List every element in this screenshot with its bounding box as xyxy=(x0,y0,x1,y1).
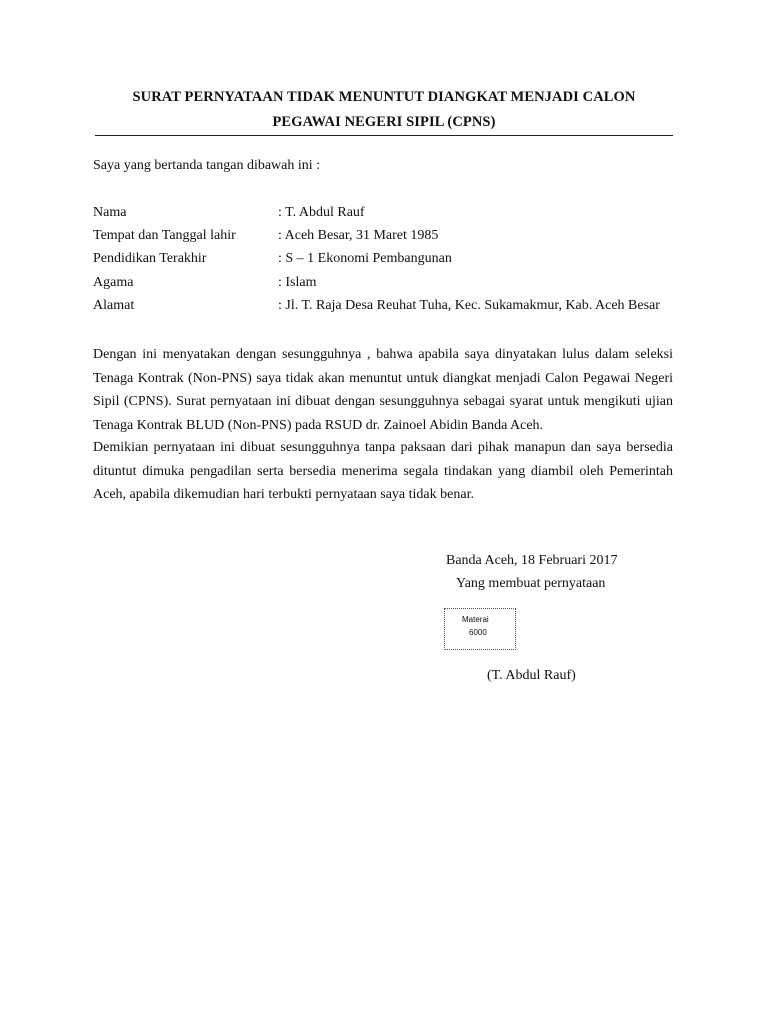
field-value-tempat-tanggal-lahir: : Aceh Besar, 31 Maret 1985 xyxy=(278,228,439,243)
field-label-tempat-tanggal-lahir: Tempat dan Tanggal lahir xyxy=(93,228,236,243)
title-underline xyxy=(95,135,673,136)
paragraph-line: Demikian pernyataan ini dibuat sesungguhnya tanpa paksaan dari pihak manapun dan saya bersedia xyxy=(93,440,673,455)
field-value-agama: : Islam xyxy=(278,275,317,290)
field-value-alamat: : Jl. T. Raja Desa Reuhat Tuha, Kec. Sukamakmur, Kab. Aceh Besar xyxy=(278,298,660,313)
field-label-pendidikan: Pendidikan Terakhir xyxy=(93,251,207,266)
stamp-value: 6000 xyxy=(469,628,487,637)
signature-role: Yang membuat pernyataan xyxy=(456,576,606,591)
paragraph-line: Dengan ini menyatakan dengan sesungguhnya , bahwa apabila saya dinyatakan lulus dalam seleksi xyxy=(93,347,673,362)
field-label-agama: Agama xyxy=(93,275,134,290)
stamp-duty-box xyxy=(444,608,516,650)
paragraph-line: dituntut dimuka pengadilan serta bersedia menerima segala tindakan yang diambil oleh Pemerintah xyxy=(93,463,673,479)
signer-name: (T. Abdul Rauf) xyxy=(487,668,576,683)
document-title-line-1: SURAT PERNYATAAN TIDAK MENUNTUT DIANGKAT MENJADI CALON xyxy=(132,89,636,105)
document-title-line-2: PEGAWAI NEGERI SIPIL (CPNS) xyxy=(272,114,496,130)
intro-text: Saya yang bertanda tangan dibawah ini : xyxy=(93,158,321,173)
field-value-nama: : T. Abdul Rauf xyxy=(278,205,365,220)
paragraph-line: Aceh, apabila dikemudian hari terbukti pernyataan saya tidak benar. xyxy=(93,487,474,502)
closing-paragraph xyxy=(93,436,673,507)
paragraph-line: Sipil (CPNS). Surat pernyataan ini dibuat dengan sesungguhnya sebagai syarat untuk mengikuti ujian xyxy=(93,394,673,409)
statement-paragraph xyxy=(93,343,673,437)
stamp-label: Materai xyxy=(462,615,489,624)
signature-place-date: Banda Aceh, 18 Februari 2017 xyxy=(446,553,618,568)
field-label-nama: Nama xyxy=(93,205,127,220)
field-value-pendidikan: : S – 1 Ekonomi Pembangunan xyxy=(278,251,452,266)
field-label-alamat: Alamat xyxy=(93,298,135,313)
paragraph-line: Tenaga Kontrak (Non-PNS) saya tidak akan menuntut untuk diangkat menjadi Calon Pegawai Negeri xyxy=(93,370,673,386)
paragraph-line: Tenaga Kontrak BLUD (Non-PNS) pada RSUD dr. Zainoel Abidin Banda Aceh. xyxy=(93,417,544,433)
